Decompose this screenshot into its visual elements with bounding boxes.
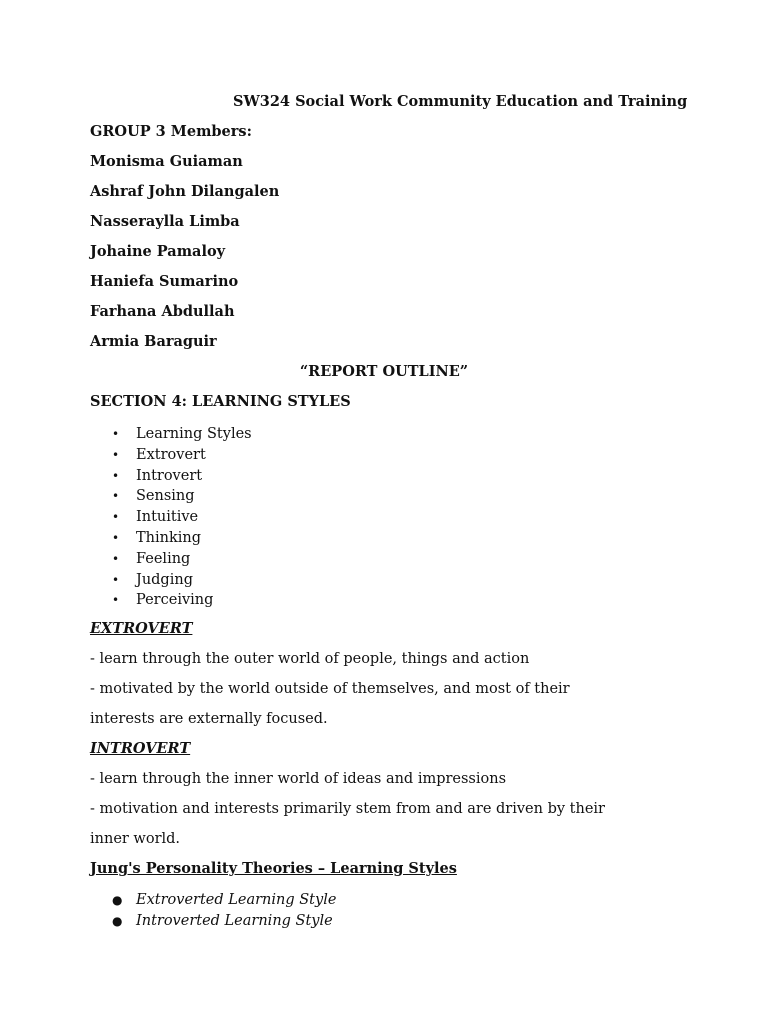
member-name: Johaine Pamaloy bbox=[90, 243, 226, 260]
bullet-icon: • bbox=[112, 593, 120, 608]
bullet-icon: • bbox=[112, 489, 120, 504]
member-name: Ashraf John Dilangalen bbox=[90, 183, 280, 200]
member-name: Farhana Abdullah bbox=[90, 303, 235, 320]
member-name: Armia Baraguir bbox=[90, 333, 217, 350]
bullet-icon: • bbox=[112, 510, 120, 525]
bullet-icon: ● bbox=[112, 913, 123, 928]
bullet-icon: • bbox=[112, 427, 120, 441]
list-item: • Intuitive bbox=[90, 507, 252, 528]
member-name: Nasseraylla Limba bbox=[90, 213, 240, 230]
list-item: • Feeling bbox=[90, 549, 252, 570]
bullet-icon: • bbox=[112, 468, 120, 483]
list-item: ● Introverted Learning Style bbox=[90, 911, 336, 932]
list-item: • Learning Styles bbox=[90, 424, 252, 445]
list-item: ● Extroverted Learning Style bbox=[90, 890, 336, 911]
introvert-text-line: - motivation and interests primarily stem from and are driven by their bbox=[90, 801, 605, 817]
member-name: Haniefa Sumarino bbox=[90, 273, 239, 290]
extrovert-heading: EXTROVERT bbox=[90, 620, 193, 637]
extrovert-text-line: - motivated by the world outside of themselves, and most of their bbox=[90, 681, 570, 697]
learning-styles-list bbox=[90, 424, 252, 611]
introvert-heading: INTROVERT bbox=[90, 740, 191, 757]
bullet-icon: ● bbox=[112, 893, 123, 907]
group-label: GROUP 3 Members: bbox=[90, 123, 252, 140]
section-heading: SECTION 4: LEARNING STYLES bbox=[90, 393, 351, 410]
extrovert-text-line: - learn through the outer world of people, things and action bbox=[90, 651, 530, 667]
report-outline-heading: “REPORT OUTLINE” bbox=[299, 363, 469, 380]
bullet-icon: • bbox=[112, 572, 120, 587]
list-item: • Sensing bbox=[90, 486, 252, 507]
bullet-icon: • bbox=[112, 530, 120, 545]
bullet-icon: • bbox=[112, 447, 120, 462]
list-item: • Introvert bbox=[90, 466, 252, 487]
list-item: • Extrovert bbox=[90, 445, 252, 466]
bullet-icon: • bbox=[112, 551, 120, 566]
jung-heading: Jung's Personality Theories – Learning Styles bbox=[90, 860, 457, 877]
extrovert-text-line: interests are externally focused. bbox=[90, 711, 328, 727]
list-item: • Judging bbox=[90, 570, 252, 591]
member-name: Monisma Guiaman bbox=[90, 153, 243, 170]
document-title: SW324 Social Work Community Education and Training bbox=[233, 93, 688, 110]
introvert-text-line: - learn through the inner world of ideas and impressions bbox=[90, 771, 507, 787]
introvert-text-line: inner world. bbox=[90, 831, 181, 847]
list-item: • Thinking bbox=[90, 528, 252, 549]
list-item: • Perceiving bbox=[90, 590, 252, 611]
jung-styles-list bbox=[90, 890, 336, 932]
